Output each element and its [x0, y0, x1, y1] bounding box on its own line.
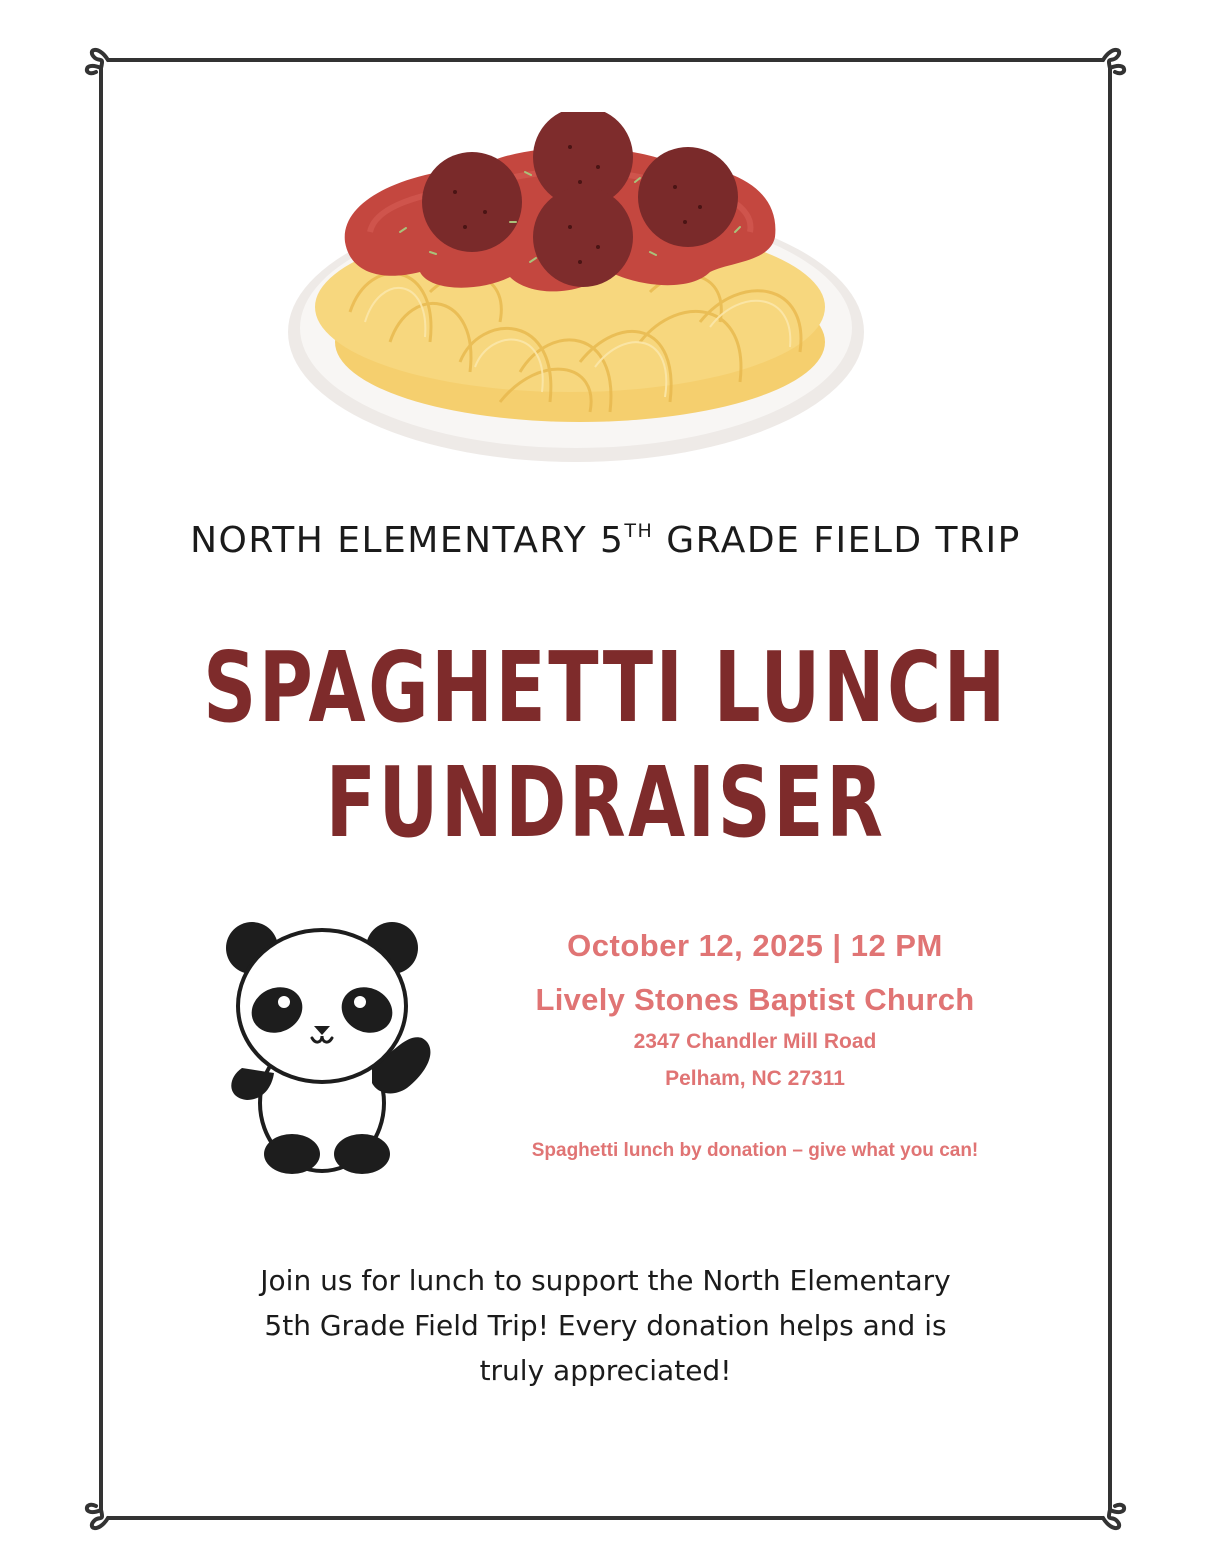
event-venue: Lively Stones Baptist Church [535, 982, 975, 1017]
page-title-line-1: SPAGHETTI LUNCH [203, 631, 1008, 745]
spaghetti-illustration [280, 112, 870, 472]
subtitle-superscript: TH [624, 520, 654, 542]
body-line-1: Join us for lunch to support the North Elementary [260, 1264, 951, 1297]
page-title-line-2: FUNDRAISER [325, 746, 886, 860]
subtitle-rest: GRADE FIELD TRIP [653, 520, 1021, 561]
subtitle-text: NORTH ELEMENTARY 5 [190, 520, 625, 561]
panda-illustration [222, 918, 442, 1183]
event-subtitle [0, 520, 1211, 561]
event-address-street: 2347 Chandler Mill Road [633, 1030, 877, 1053]
body-line-2: 5th Grade Field Trip! Every donation helps and is [264, 1309, 947, 1342]
body-paragraph [180, 1258, 1031, 1393]
event-address-city: Pelham, NC 27311 [665, 1067, 845, 1090]
donation-note: Spaghetti lunch by donation – give what you can! [531, 1140, 979, 1161]
body-line-3: truly appreciated! [479, 1354, 732, 1387]
event-date-time: October 12, 2025 | 12 PM [567, 928, 943, 963]
